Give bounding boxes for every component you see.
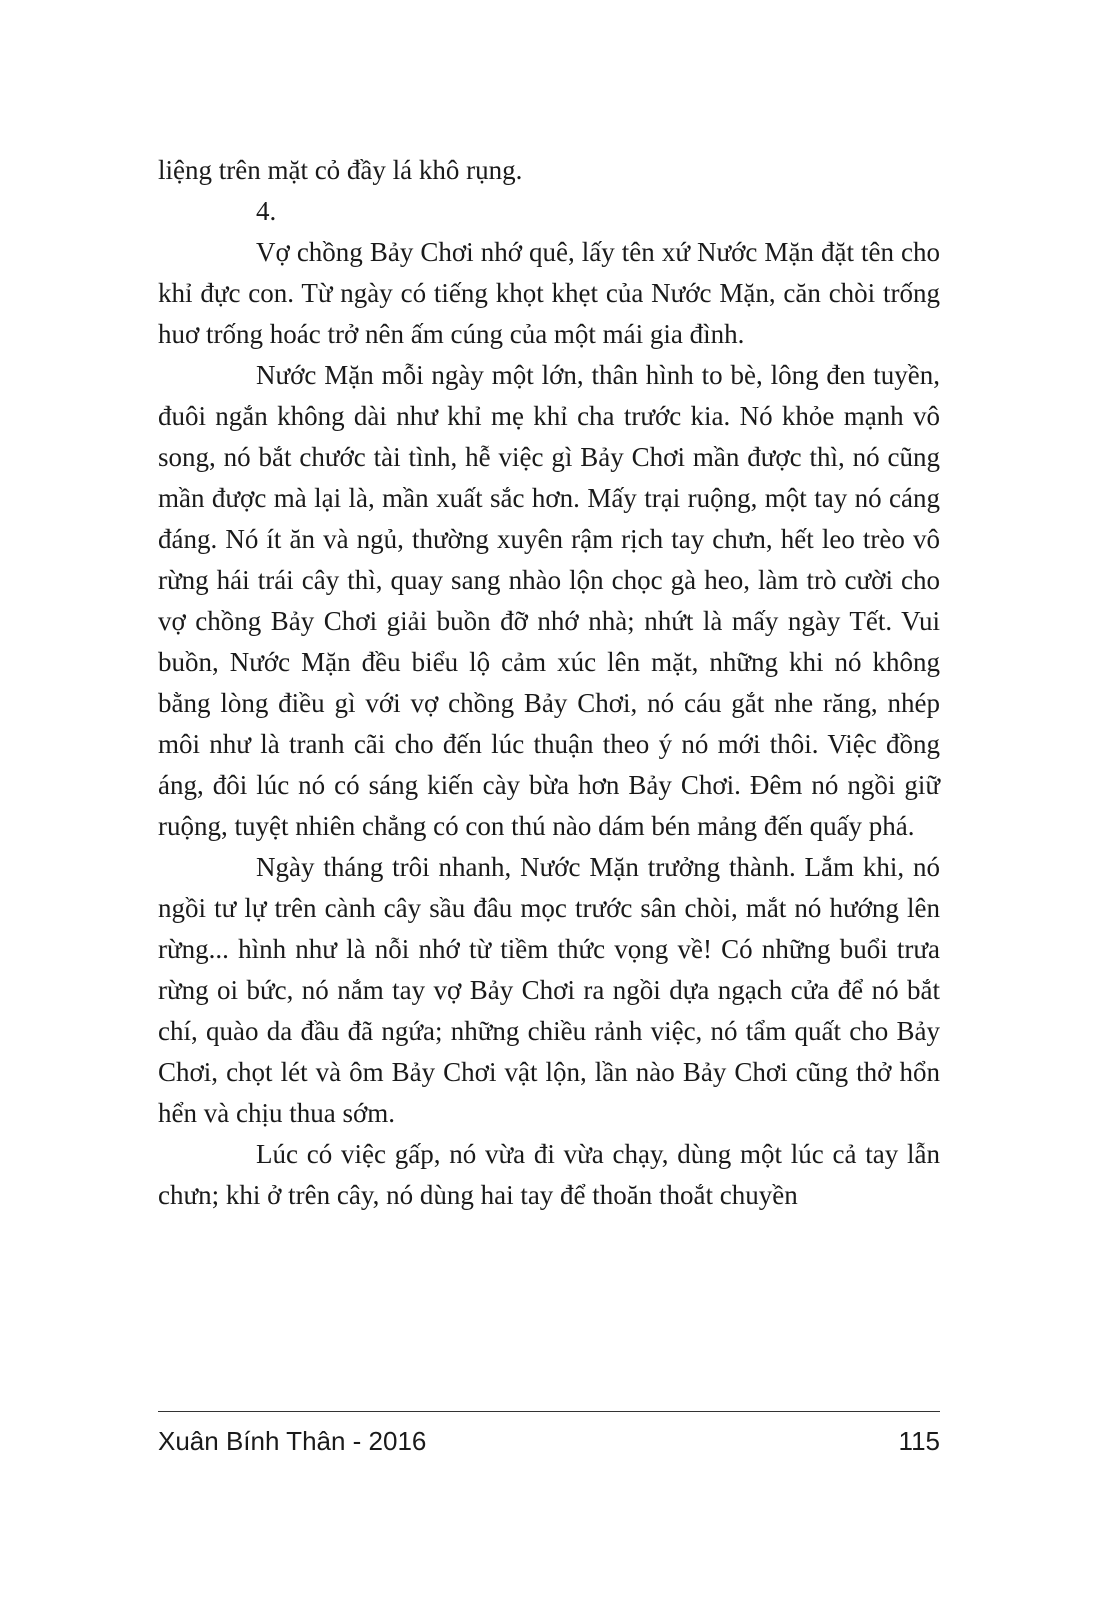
page-number: 115 xyxy=(898,1426,940,1456)
footer-divider xyxy=(158,1411,940,1412)
paragraph-continuation: liệng trên mặt cỏ đầy lá khô rụng. xyxy=(158,155,523,185)
paragraph: Vợ chồng Bảy Chơi nhớ quê, lấy tên xứ Nước Mặn đặt tên cho khỉ đực con. Từ ngày có tiếng khọt khẹt của Nước Mặn, căn chòi trống huơ trống hoác trở nên ấm cúng của một mái gia đình. xyxy=(158,237,940,349)
body-text xyxy=(158,150,940,1216)
paragraph: Ngày tháng trôi nhanh, Nước Mặn trưởng thành. Lắm khi, nó ngồi tư lự trên cành cây sầu đâu mọc trước sân chòi, mắt nó hướng lên rừng... hình như là nỗi nhớ từ tiềm thức vọng về! Có những buổi trưa rừng oi bức, nó nắm tay vợ Bảy Chơi ra ngồi dựa ngạch cửa để nó bắt chí, quào da đầu đã ngứa; những chiều rảnh việc, nó tẩm quất cho Bảy Chơi, chọt lét và ôm Bảy Chơi vật lộn, lần nào Bảy Chơi cũng thở hổn hển và chịu thua sớm. xyxy=(158,852,940,1128)
paragraph: Lúc có việc gấp, nó vừa đi vừa chạy, dùng một lúc cả tay lẫn chưn; khi ở trên cây, nó dùng hai tay để thoăn thoắt chuyền xyxy=(158,1139,940,1210)
paragraph: Nước Mặn mỗi ngày một lớn, thân hình to bè, lông đen tuyền, đuôi ngắn không dài như khỉ mẹ khỉ cha trước kia. Nó khỏe mạnh vô song, nó bắt chước tài tình, hễ việc gì Bảy Chơi mần được thì, nó cũng mần được mà lại là, mần xuất sắc hơn. Mấy trại ruộng, một tay nó cáng đáng. Nó ít ăn và ngủ, thường xuyên rậm rịch tay chưn, hết leo trèo vô rừng hái trái cây thì, quay sang nhào lộn chọc gà heo, làm trò cười cho vợ chồng Bảy Chơi giải buồn đỡ nhớ nhà; nhứt là mấy ngày Tết. Vui buồn, Nước Mặn đều biểu lộ cảm xúc lên mặt, những khi nó không bằng lòng điều gì với vợ chồng Bảy Chơi, nó cáu gắt nhe răng, nhép môi như là tranh cãi cho đến lúc thuận theo ý nó mới thôi. Việc đồng áng, đôi lúc nó có sáng kiến cày bừa hơn Bảy Chơi. Đêm nó ngồi giữ ruộng, tuyệt nhiên chẳng có con thú nào dám bén mảng đến quấy phá. xyxy=(158,360,940,841)
section-number: 4. xyxy=(256,196,277,226)
footer-publication: Xuân Bính Thân - 2016 xyxy=(158,1426,427,1456)
